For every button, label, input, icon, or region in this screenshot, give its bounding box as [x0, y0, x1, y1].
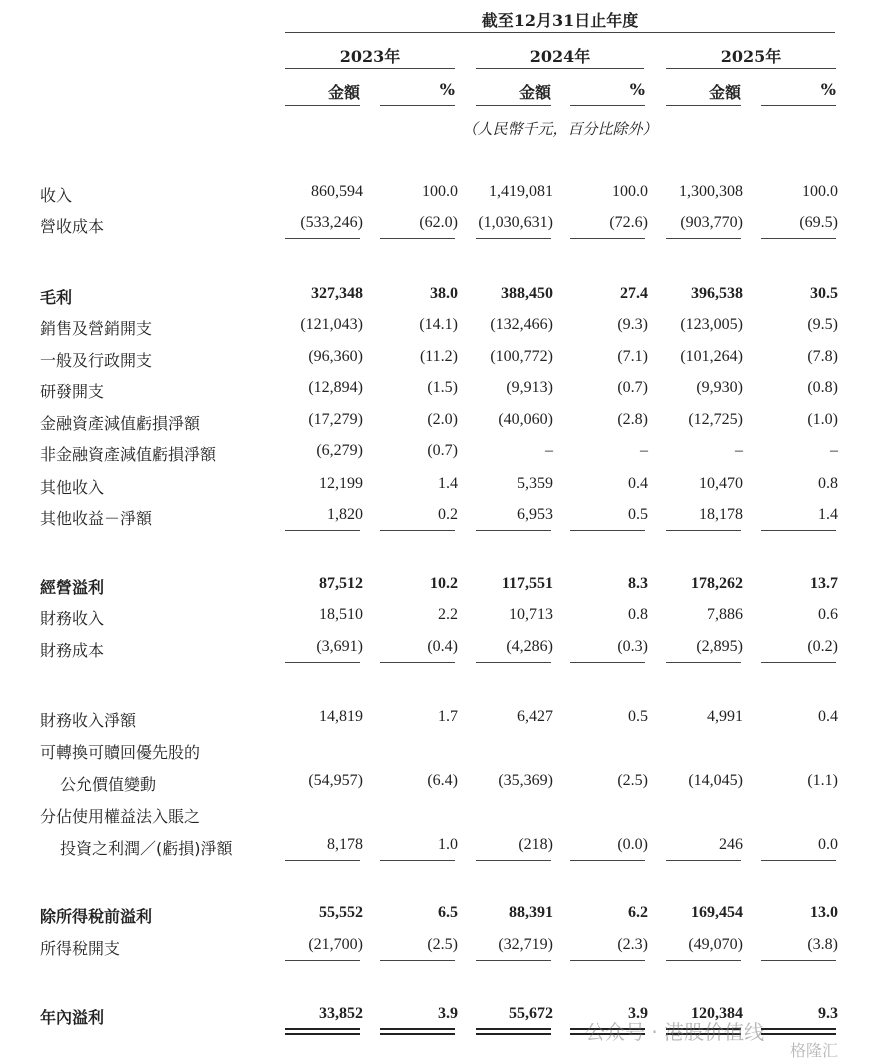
- year-2025-header: 2025年: [720, 47, 782, 66]
- amount-cell: 1,820: [327, 506, 363, 523]
- percent-cell: (2.3): [617, 936, 648, 953]
- amount-cell: 327,348: [311, 285, 363, 302]
- table-row-nonfinancial-asset-impairment: [0, 442, 873, 468]
- year-2025-rule: [666, 68, 836, 69]
- amount-cell: (12,725): [688, 411, 743, 428]
- percent-cell: (1.1): [807, 772, 838, 789]
- table-row-cost-of-revenue: [0, 214, 873, 240]
- amount-cell: –: [545, 442, 553, 459]
- row-label: 金融資產減值虧損淨額: [40, 414, 201, 433]
- subtotal-rule: [380, 662, 455, 663]
- percent-cell: 8.3: [628, 575, 648, 592]
- subtotal-rule: [380, 860, 455, 861]
- subtotal-rule: [476, 960, 551, 961]
- percent-cell: (7.1): [617, 348, 648, 365]
- amount-cell: (49,070): [688, 936, 743, 953]
- amount-cell: (9,930): [696, 379, 743, 396]
- subtotal-rule: [666, 238, 741, 239]
- percent-cell: 13.7: [810, 575, 838, 592]
- amount-cell: (14,045): [688, 772, 743, 789]
- row-label: 毛利: [40, 288, 73, 307]
- percent-cell: 1.7: [438, 708, 458, 725]
- row-label: 公允價值變動: [60, 775, 157, 794]
- amount-cell: (12,894): [308, 379, 363, 396]
- double-rule: [380, 1028, 455, 1035]
- table-row-equity-method-net: [0, 836, 873, 862]
- amount-cell: (218): [518, 836, 553, 853]
- row-label: 分佔使用權益法入賬之: [40, 807, 201, 826]
- subheader-rule: [666, 105, 741, 106]
- subtotal-rule: [666, 860, 741, 861]
- year-2023-header: 2023年: [339, 47, 401, 66]
- pct-header-2024: %: [629, 80, 645, 99]
- amount-cell: (9,913): [506, 379, 553, 396]
- subtotal-rule: [761, 662, 836, 663]
- percent-cell: 0.0: [818, 836, 838, 853]
- watermark-text: 公众号 · 港股价值线: [585, 1020, 765, 1044]
- unit-note: （人民幣千元，百分比除外）: [462, 120, 658, 138]
- table-row-other-gains: [0, 506, 873, 532]
- percent-cell: 100.0: [612, 183, 648, 200]
- subheader-rule: [761, 105, 836, 106]
- amount-cell: 396,538: [691, 285, 743, 302]
- amount-cell: 87,512: [319, 575, 363, 592]
- row-label: 投資之利潤／(虧損)淨額: [60, 839, 233, 858]
- amount-cell: –: [735, 442, 743, 459]
- row-label: 除所得稅前溢利: [40, 907, 153, 926]
- table-row-finance-costs: [0, 638, 873, 664]
- percent-cell: 6.2: [628, 904, 648, 921]
- percent-cell: (0.7): [617, 379, 648, 396]
- percent-cell: 1.0: [438, 836, 458, 853]
- percent-cell: 30.5: [810, 285, 838, 302]
- subheader-rule: [570, 105, 645, 106]
- amount-header-2024: 金額: [518, 83, 551, 102]
- percent-cell: 27.4: [620, 285, 648, 302]
- percent-cell: 0.4: [628, 475, 648, 492]
- amount-cell: (123,005): [680, 316, 743, 333]
- amount-cell: 1,419,081: [489, 183, 553, 200]
- row-label: 研發開支: [40, 382, 105, 401]
- subtotal-rule: [380, 960, 455, 961]
- pct-header-2023: %: [439, 80, 455, 99]
- amount-cell: 18,510: [319, 606, 363, 623]
- percent-cell: 1.4: [438, 475, 458, 492]
- subtotal-rule: [476, 662, 551, 663]
- table-row-profit-before-tax: [0, 904, 873, 930]
- amount-cell: 6,427: [517, 708, 553, 725]
- amount-cell: 120,384: [691, 1005, 743, 1022]
- amount-cell: 10,470: [699, 475, 743, 492]
- subtotal-rule: [285, 238, 360, 239]
- percent-cell: (2.5): [617, 772, 648, 789]
- subtotal-rule: [570, 860, 645, 861]
- table-row-income-tax: [0, 936, 873, 962]
- amount-cell: 10,713: [509, 606, 553, 623]
- subtotal-rule: [570, 960, 645, 961]
- period-header: 截至12月31日止年度: [481, 11, 639, 30]
- row-label: 銷售及營銷開支: [40, 319, 153, 338]
- subheader-rule: [380, 105, 455, 106]
- amount-cell: (40,060): [498, 411, 553, 428]
- percent-cell: (14.1): [419, 316, 458, 333]
- percent-cell: (11.2): [419, 348, 458, 365]
- table-row-revenue: [0, 183, 873, 209]
- percent-cell: (0.3): [617, 638, 648, 655]
- percent-cell: 6.5: [438, 904, 458, 921]
- table-row-rd-expenses: [0, 379, 873, 405]
- row-label: 可轉換可贖回優先股的: [40, 743, 201, 762]
- row-label: 其他收入: [40, 478, 105, 497]
- percent-cell: (69.5): [799, 214, 838, 231]
- subtotal-rule: [761, 960, 836, 961]
- subtotal-rule: [285, 662, 360, 663]
- amount-cell: (54,957): [308, 772, 363, 789]
- percent-cell: (0.8): [807, 379, 838, 396]
- subtotal-rule: [761, 860, 836, 861]
- subtotal-rule: [666, 960, 741, 961]
- amount-cell: (32,719): [498, 936, 553, 953]
- percent-cell: –: [830, 442, 838, 459]
- watermark-logo: 格隆汇: [790, 1041, 839, 1060]
- amount-cell: (4,286): [506, 638, 553, 655]
- amount-cell: (2,895): [696, 638, 743, 655]
- subtotal-rule: [666, 662, 741, 663]
- percent-cell: 2.2: [438, 606, 458, 623]
- percent-cell: 9.3: [818, 1005, 838, 1022]
- amount-cell: (101,264): [680, 348, 743, 365]
- amount-cell: (21,700): [308, 936, 363, 953]
- amount-cell: 12,199: [319, 475, 363, 492]
- subtotal-rule: [761, 238, 836, 239]
- amount-cell: 55,672: [509, 1005, 553, 1022]
- percent-cell: 0.5: [628, 708, 648, 725]
- percent-cell: –: [640, 442, 648, 459]
- percent-cell: (0.0): [617, 836, 648, 853]
- percent-cell: (2.0): [427, 411, 458, 428]
- row-label: 營收成本: [40, 217, 105, 236]
- amount-cell: (903,770): [680, 214, 743, 231]
- amount-cell: 4,991: [707, 708, 743, 725]
- amount-cell: (1,030,631): [478, 214, 553, 231]
- subtotal-rule: [570, 530, 645, 531]
- amount-cell: 18,178: [699, 506, 743, 523]
- amount-cell: 6,953: [517, 506, 553, 523]
- amount-cell: (121,043): [300, 316, 363, 333]
- row-label: 其他收益－淨額: [40, 509, 153, 528]
- percent-cell: 3.9: [628, 1005, 648, 1022]
- row-label: 財務成本: [40, 641, 105, 660]
- percent-cell: (1.0): [807, 411, 838, 428]
- subtotal-rule: [570, 662, 645, 663]
- subtotal-rule: [476, 860, 551, 861]
- percent-cell: (2.8): [617, 411, 648, 428]
- amount-cell: (533,246): [300, 214, 363, 231]
- row-label: 非金融資產減值虧損淨額: [40, 445, 217, 464]
- percent-cell: (9.5): [807, 316, 838, 333]
- percent-cell: (6.4): [427, 772, 458, 789]
- amount-cell: 88,391: [509, 904, 553, 921]
- subtotal-rule: [380, 530, 455, 531]
- percent-cell: 0.8: [628, 606, 648, 623]
- subtotal-rule: [761, 530, 836, 531]
- row-label: 經營溢利: [40, 578, 105, 597]
- subtotal-rule: [285, 860, 360, 861]
- percent-cell: 13.0: [810, 904, 838, 921]
- amount-cell: (96,360): [308, 348, 363, 365]
- year-2024-header: 2024年: [529, 47, 591, 66]
- table-row-financial-asset-impairment: [0, 411, 873, 437]
- amount-cell: 860,594: [311, 183, 363, 200]
- subtotal-rule: [380, 238, 455, 239]
- percent-cell: 0.4: [818, 708, 838, 725]
- percent-cell: (2.5): [427, 936, 458, 953]
- amount-cell: (6,279): [316, 442, 363, 459]
- amount-cell: 55,552: [319, 904, 363, 921]
- row-label: 年內溢利: [40, 1008, 105, 1027]
- percent-cell: (0.2): [807, 638, 838, 655]
- double-rule: [476, 1028, 551, 1035]
- percent-cell: 0.5: [628, 506, 648, 523]
- percent-cell: 100.0: [422, 183, 458, 200]
- amount-cell: 388,450: [501, 285, 553, 302]
- double-rule: [285, 1028, 360, 1035]
- subtotal-rule: [476, 530, 551, 531]
- amount-cell: 5,359: [517, 475, 553, 492]
- table-row-finance-income: [0, 606, 873, 632]
- percent-cell: 0.2: [438, 506, 458, 523]
- table-row-other-income: [0, 475, 873, 501]
- row-label: 收入: [40, 186, 73, 205]
- percent-cell: (0.4): [427, 638, 458, 655]
- percent-cell: (7.8): [807, 348, 838, 365]
- header-rule: [285, 32, 835, 33]
- year-2023-rule: [285, 68, 455, 69]
- percent-cell: 10.2: [430, 575, 458, 592]
- subtotal-rule: [666, 530, 741, 531]
- percent-cell: (72.6): [609, 214, 648, 231]
- amount-cell: 169,454: [691, 904, 743, 921]
- amount-cell: 1,300,308: [679, 183, 743, 200]
- percent-cell: 1.4: [818, 506, 838, 523]
- amount-cell: (132,466): [490, 316, 553, 333]
- percent-cell: 0.8: [818, 475, 838, 492]
- row-label: 一般及行政開支: [40, 351, 153, 370]
- pct-header-2025: %: [820, 80, 836, 99]
- amount-header-2023: 金額: [327, 83, 360, 102]
- subheader-rule: [476, 105, 551, 106]
- year-2024-rule: [476, 68, 644, 69]
- percent-cell: 0.6: [818, 606, 838, 623]
- amount-cell: 14,819: [319, 708, 363, 725]
- amount-cell: 178,262: [691, 575, 743, 592]
- row-label: 財務收入: [40, 609, 105, 628]
- subheader-rule: [285, 105, 360, 106]
- table-row-net-finance-income: [0, 708, 873, 734]
- percent-cell: (0.7): [427, 442, 458, 459]
- percent-cell: (62.0): [419, 214, 458, 231]
- table-row-fair-value-changes: [0, 772, 873, 798]
- amount-cell: 246: [719, 836, 743, 853]
- amount-cell: (100,772): [490, 348, 553, 365]
- subtotal-rule: [476, 238, 551, 239]
- percent-cell: (1.5): [427, 379, 458, 396]
- amount-cell: 117,551: [501, 575, 553, 592]
- percent-cell: 3.9: [438, 1005, 458, 1022]
- amount-header-2025: 金額: [708, 83, 741, 102]
- table-row-gross-profit: [0, 285, 873, 311]
- subtotal-rule: [570, 238, 645, 239]
- table-row-admin-expenses: [0, 348, 873, 374]
- subtotal-rule: [285, 530, 360, 531]
- amount-cell: (3,691): [316, 638, 363, 655]
- percent-cell: 38.0: [430, 285, 458, 302]
- percent-cell: 100.0: [802, 183, 838, 200]
- row-label: 所得稅開支: [40, 939, 121, 958]
- table-row-equity-method-label: [0, 804, 873, 830]
- double-rule: [761, 1028, 836, 1035]
- percent-cell: (3.8): [807, 936, 838, 953]
- percent-cell: (9.3): [617, 316, 648, 333]
- table-row-selling-expenses: [0, 316, 873, 342]
- amount-cell: 8,178: [327, 836, 363, 853]
- subtotal-rule: [285, 960, 360, 961]
- amount-cell: (35,369): [498, 772, 553, 789]
- table-row-preferred-shares-label: [0, 740, 873, 766]
- amount-cell: 7,886: [707, 606, 743, 623]
- table-row-operating-profit: [0, 575, 873, 601]
- amount-cell: 33,852: [319, 1005, 363, 1022]
- row-label: 財務收入淨額: [40, 711, 137, 730]
- amount-cell: (17,279): [308, 411, 363, 428]
